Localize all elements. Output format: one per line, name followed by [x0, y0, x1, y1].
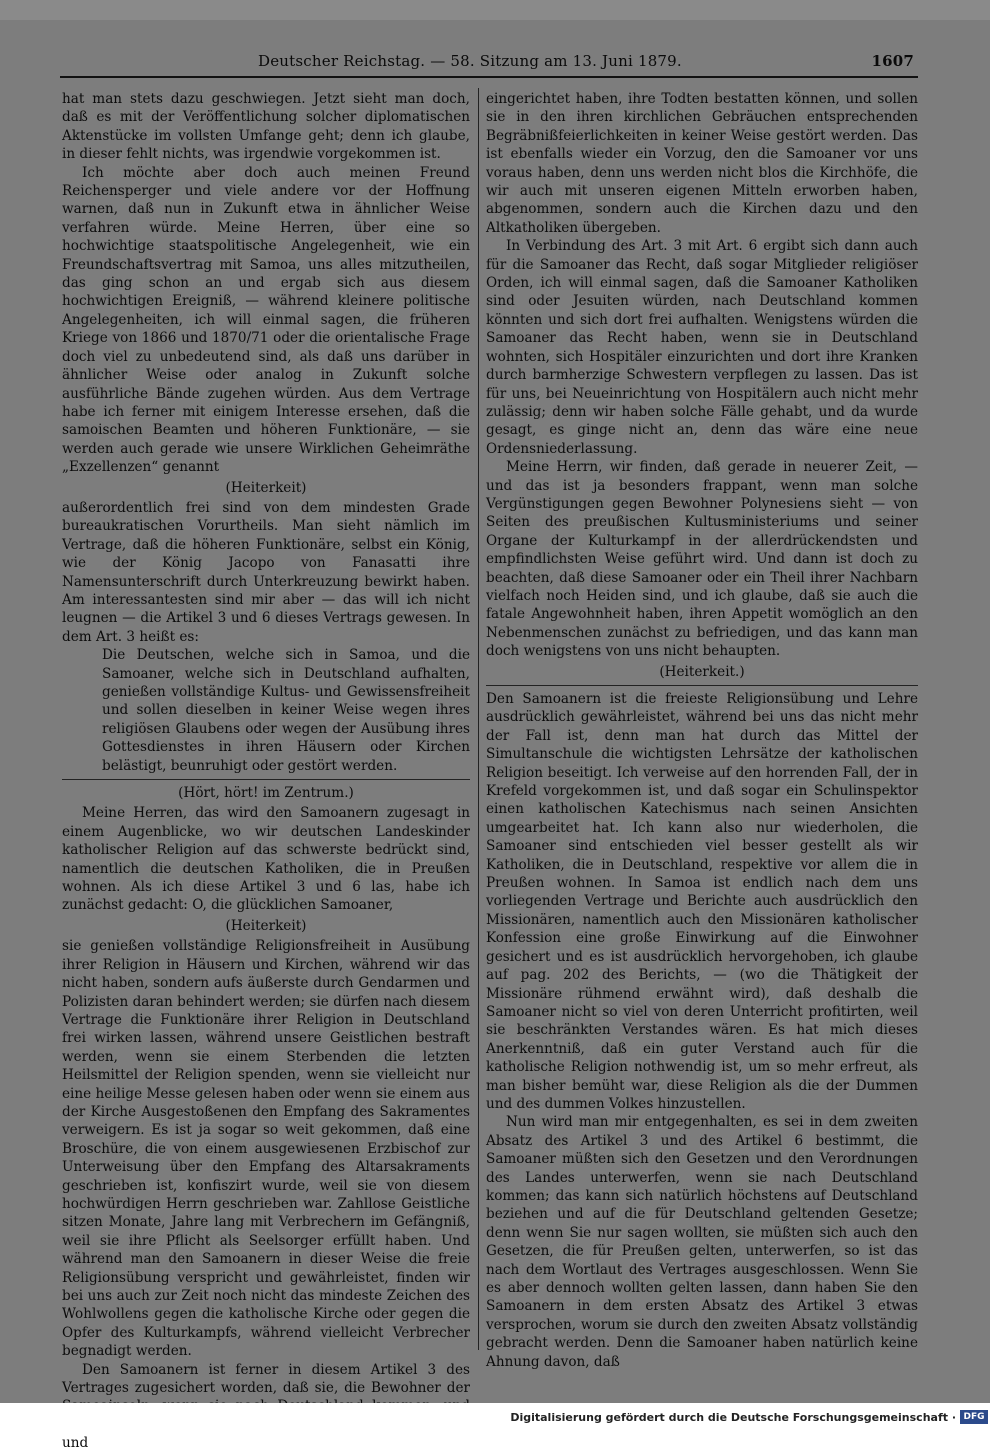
paragraph: Meine Herrn, wir finden, daß gerade in neuerer Zeit, — und das ist ja besonders frappant, wenn man solche Vergünstigungen gegen Bewohner Polynesiens sieht — von Seiten des preußischen Kultusministeriums und seiner Organe der Kulturkampf in der allerdrückendsten und empfindlichsten Weise geführt wird. Und dann ist doch zu beachten, daß diese Samoaner oder ein Theil ihrer Nachbarn vielfach noch Heiden sind, und ich glaube, daß sie auch die fatale Angewohnheit haben, ihren Appetit womöglich an den Nebenmenschen zunächst zu befriedigen, und das kann man doch wenigstens von uns nicht behaupten. [486, 459, 918, 660]
page-header [58, 48, 918, 78]
paragraph: hat man stets dazu geschwiegen. Jetzt sieht man doch, daß es mit der Veröffentlichung solcher diplomatischen Aktenstücke im vollsten Umfange geht; denn ich glaube, in dieser fehlt nichts, was irgendwie vorgekommen ist. [62, 91, 470, 163]
paragraph: Nun wird man mir entgegenhalten, es sei in dem zweiten Absatz des Artikel 3 und des Artikel 6 bestimmt, die Samoaner müßten sich den Gesetzen und den Verordnungen des Landes unterwerfen, wenn sie nach Deutschland kommen; das kann sich natürlich höchstens auf Deutschland beziehen und auf die für Deutschland geltenden Gesetze; denn wenn Sie nur sagen wollten, sie müßten sich auch den Gesetzen, die für Preußen gelten, unterwerfen, so ist das nach dem Wortlaut des Vertrages ausgeschlossen. Wenn Sie es aber dennoch wollten gelten lassen, dann haben Sie den Samoanern in dem ersten Absatz des Artikel 3 etwas versprochen, worum sie durch den zweiten Absatz vollständig gebracht werden. Denn die Samoaner haben natürlich keine Ahnung davon, daß [486, 1114, 918, 1370]
paragraph: eingerichtet haben, ihre Todten bestatten können, und sollen sie in den ihren kirchlichen Gebräuchen entsprechenden Begräbnißfeierlichkeiten in keiner Weise gestört werden. Das ist ebenfalls wieder ein Vorzug, den die Samoaner vor uns voraus haben, denn uns werden nicht blos die Kirchhöfe, die wir auch mit unseren eigenen Mitteln erworben haben, abgenommen, sondern auch die Kirchen dazu und den Altkatholiken übergeben. [486, 91, 918, 236]
quoted-article: Die Deutschen, welche sich in Samoa, und die Samoaner, welche sich in Deutschland aufhalten, genießen vollständige Kultus- und Gewissensfreiheit und sollen dieselben in keiner Weise wegen ihres religiösen Glaubens oder wegen der Ausübung ihres Gottesdienstes in ihren Häusern oder Kirchen belästigt, beunruhigt oder gestört werden. [102, 647, 470, 774]
dfg-logo-icon: DFG [960, 1410, 988, 1424]
scan-top-edge [0, 0, 990, 20]
paragraph: Den Samoanern ist ferner in diesem Artikel 3 des Vertrages zugesichert worden, daß sie, die Bewohner der und [62, 1361, 470, 1452]
paragraph: Meine Herren, das wird den Samoanern zugesagt in einem Augenblicke, wo wir deutschen Landeskinder katholischer Religion auf das schwerste bedrückt sind, namentlich die deutschen Katholiken, die in Preußen wohnen. Als ich diese Artikel 3 und 6 las, habe ich zunächst gedacht: O, die glücklichen Samoaner, [62, 805, 470, 914]
column-divider [478, 88, 479, 1350]
right-column [486, 90, 918, 1371]
interjection: (Heiterkeit) [225, 917, 307, 934]
running-title: Deutscher Reichstag. — 58. Sitzung am 13. Juni 1879. [258, 52, 682, 70]
left-column [62, 90, 470, 1453]
paragraph: sie genießen vollständige Religionsfreiheit in Ausübung ihrer Religion in Häusern und Kirchen, während wir das nicht haben, sondern aufs äußerste durch Gendarmen und Polizisten daran behindert werden; sie dürfen nach diesem Vertrage die Funktionäre ihrer Religion in Deutschland frei wirken lassen, während unsere Geistlichen bestraft werden, wenn sie einem Sterbenden die letzten Heilsmittel der Religion spenden, wenn sie vielleicht nur eine heilige Messe gelesen haben oder wenn sie einem aus der Kirche Ausgestoßenen den Empfang des Sakramentes verweigern. Es ist ja sogar so weit gekommen, daß eine Broschüre, die von einem ausgewiesenen Erzbischof zur Unterweisung über den Empfang des Altarsakraments geschrieben ist, konfiszirt wurde, weil sie von diesem hochwürdigen Herrn geschrieben war. Zahllose Geistliche sitzen Monate, Jahre lang mit Verbrechern im Gefängniß, weil sie ihre Pflicht als Seelsorger erfüllt haben. Und während man den Samoanern in dieser Weise die freie Religionsübung verspricht und gewährleistet, finden wir bei uns auch zur Zeit noch nicht das mindeste Zeichen des Wohlwollens gegen die katholische Kirche oder gegen die Opfer des Kulturkampfs, während vielleicht Verbrecher begnadigt werden. [62, 938, 470, 1360]
footer-bar [0, 1403, 1000, 1432]
interjection: (Heiterkeit) [225, 479, 307, 496]
paragraph: außerordentlich frei sind von dem mindesten Grade bureaukratischen Vorurtheils. Man sieht nämlich im Vertrage, daß die höheren Funktionäre, selbst ein König, wie der König Jacopo von Fanasatti ihre Namensunterschrift durch Unterkreuzung bewirkt haben. Am interessantesten sind mir aber — das will ich nicht leugnen — die Artikel 3 und 6 dieses Vertrags gewesen. In dem Art. 3 heißt es: [62, 499, 470, 645]
digitization-credit: Digitalisierung gefördert durch die Deutsche Forschungsgemeinschaft · [510, 1411, 956, 1424]
interjection: (Heiterkeit.) [659, 663, 745, 680]
section-rule [486, 685, 918, 686]
page-number: 1607 [871, 52, 914, 70]
interjection: (Hört, hört! im Zentrum.) [178, 785, 354, 802]
paragraph: In Verbindung des Art. 3 mit Art. 6 ergibt sich dann auch für die Samoaner das Recht, daß sogar Mitglieder religiöser Orden, ich will einmal sagen, daß die Samoaner Katholiken sind oder Jesuiten würden, nach Deutschland kommen könnten und sich dort frei aufhalten. Wenigstens würden die Samoaner das Recht haben, wenn sie in Deutschland wohnten, sich Hospitäler einzurichten und dort ihre Kranken durch barmherzige Schwestern verpflegen zu lassen. Das ist für uns, bei Neueinrichtung von Hospitälern auch nicht mehr zulässig; denn wir haben solche Fälle gehabt, und da wurde gesagt, es ginge nicht an, denn das wäre eine neue Ordensniederlassung. [486, 238, 918, 457]
header-rule [60, 76, 918, 78]
paragraph: Den Samoanern ist die freieste Religionsübung und Lehre ausdrücklich gewährleistet, während bei uns das nicht mehr der Fall ist, denn man hat durch das Mittel der Simultanschule die wichtigsten Lehrsätze der katholischen Religion beseitigt. Ich verweise auf den horrenden Fall, der in Krefeld vorgekommen ist, und daß sogar ein Schulinspektor einen katholischen Katechismus nach seinen Ansichten umgearbeitet hat. Ich kann also nur wiederholen, die Samoaner sind entschieden viel besser gestellt als wir Katholiken, die in Deutschland, respektive vor allem die in Preußen wohnen. In Samoa ist endlich nach dem uns vorliegenden Vertrage und Berichte auch ausdrücklich den Missionären, namentlich auch den Missionären katholischer Konfession eine große Einwirkung auf die Einwohner gesichert und es ist ausdrücklich hervorgehoben, ich glaube auf pag. 202 des Berichts, — (wo die Thätigkeit der Missionäre rühmend erwähnt wird), daß deshalb die Samoaner nicht so viel von deren Unterricht profitirten, weil sie beschränkten Verstandes wären. Es hat mich dieses Anerkenntniß, daß ein guter Verstand auch für die katholische Religion nothwendig ist, um so mehr erfreut, als man bisher bemüht war, diese Religion als die der Dummen und des dummen Volkes hinzustellen. [486, 691, 918, 1112]
section-rule [62, 779, 470, 780]
paragraph: Ich möchte aber doch auch meinen Freund Reichensperger und viele andere vor der Hoffnung warnen, daß nun in Zukunft etwa in ähnlicher Weise verfahren würde. Meine Herren, über eine so hochwichtige staatspolitische Angelegenheit, wie ein Freundschaftsvertrag mit Samoa, uns alles mitzutheilen, das ging schon an und ergab sich aus diesem hochwichtigen Ereigniß, — während kleinere politische Angelegenheiten, ich will einmal sagen, die früheren Kriege von 1866 und 1870/71 oder die orientalische Frage doch viel zu unbedeutend sind, als daß uns darüber in ähnlicher Weise oder analog in Zukunft solche ausführliche Bände zugehen würden. Aus dem Vertrage habe ich ferner mit einigem Interesse ersehen, daß die samoischen Beamten und höheren Funktionäre, — sie werden auch gerade wie unsere Wirklichen Geheimräthe „Exzellenzen“ genannt [62, 164, 470, 476]
